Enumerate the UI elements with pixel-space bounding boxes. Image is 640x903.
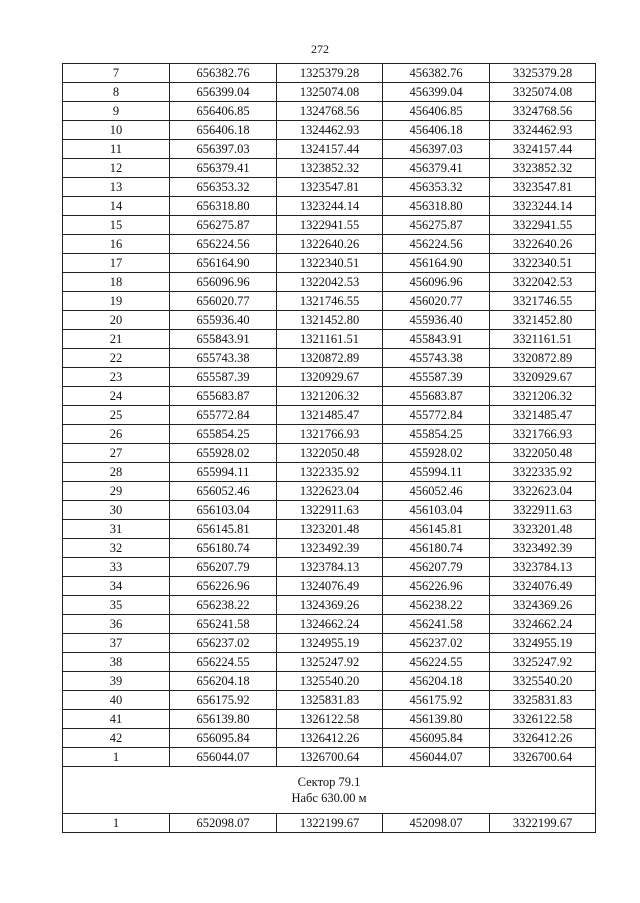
y2-coord-cell: 3322640.26 [490, 235, 596, 254]
y-coord-cell: 1324157.44 [277, 140, 383, 159]
x-coord-cell: 656096.96 [170, 273, 277, 292]
point-number-cell: 28 [63, 463, 170, 482]
y-coord-cell: 1322941.55 [277, 216, 383, 235]
y2-coord-cell: 3325247.92 [490, 653, 596, 672]
table-row [63, 387, 596, 406]
x-coord-cell: 656204.18 [170, 672, 277, 691]
y2-coord-cell: 3324462.93 [490, 121, 596, 140]
point-number-cell: 1 [63, 748, 170, 767]
section-header-row [63, 767, 596, 814]
y-coord-cell: 1321746.55 [277, 292, 383, 311]
x2-coord-cell: 455928.02 [383, 444, 490, 463]
x-coord-cell: 656224.55 [170, 653, 277, 672]
table-row [63, 235, 596, 254]
x-coord-cell: 656139.80 [170, 710, 277, 729]
y-coord-cell: 1323547.81 [277, 178, 383, 197]
x-coord-cell: 656382.76 [170, 64, 277, 83]
y2-coord-cell: 3326122.58 [490, 710, 596, 729]
y-coord-cell: 1324955.19 [277, 634, 383, 653]
x-coord-cell: 656103.04 [170, 501, 277, 520]
table-row [63, 406, 596, 425]
page-number: 272 [311, 42, 329, 56]
x2-coord-cell: 456318.80 [383, 197, 490, 216]
y2-coord-cell: 3323492.39 [490, 539, 596, 558]
y-coord-cell: 1322640.26 [277, 235, 383, 254]
coordinates-table-body [63, 64, 596, 833]
y2-coord-cell: 3322911.63 [490, 501, 596, 520]
x-coord-cell: 656238.22 [170, 596, 277, 615]
x-coord-cell: 655743.38 [170, 349, 277, 368]
x-coord-cell: 656237.02 [170, 634, 277, 653]
y2-coord-cell: 3325379.28 [490, 64, 596, 83]
point-number-cell: 39 [63, 672, 170, 691]
point-number-cell: 30 [63, 501, 170, 520]
y-coord-cell: 1322623.04 [277, 482, 383, 501]
point-number-cell: 7 [63, 64, 170, 83]
y-coord-cell: 1321452.80 [277, 311, 383, 330]
x2-coord-cell: 456382.76 [383, 64, 490, 83]
y2-coord-cell: 3322199.67 [490, 814, 596, 833]
point-number-cell: 34 [63, 577, 170, 596]
y2-coord-cell: 3320929.67 [490, 368, 596, 387]
section-title: Сектор 79.1 [297, 775, 361, 789]
x-coord-cell: 656379.41 [170, 159, 277, 178]
x-coord-cell: 655772.84 [170, 406, 277, 425]
point-number-cell: 26 [63, 425, 170, 444]
y2-coord-cell: 3325074.08 [490, 83, 596, 102]
x2-coord-cell: 456204.18 [383, 672, 490, 691]
x2-coord-cell: 456052.46 [383, 482, 490, 501]
x-coord-cell: 655936.40 [170, 311, 277, 330]
y2-coord-cell: 3322042.53 [490, 273, 596, 292]
y2-coord-cell: 3323201.48 [490, 520, 596, 539]
table-row [63, 311, 596, 330]
x-coord-cell: 656241.58 [170, 615, 277, 634]
y-coord-cell: 1322199.67 [277, 814, 383, 833]
x2-coord-cell: 456164.90 [383, 254, 490, 273]
x2-coord-cell: 452098.07 [383, 814, 490, 833]
table-row [63, 653, 596, 672]
table-row [63, 83, 596, 102]
table-row [63, 501, 596, 520]
x-coord-cell: 656406.85 [170, 102, 277, 121]
x-coord-cell: 656406.18 [170, 121, 277, 140]
y2-coord-cell: 3320872.89 [490, 349, 596, 368]
table-row [63, 691, 596, 710]
x-coord-cell: 656052.46 [170, 482, 277, 501]
x2-coord-cell: 455587.39 [383, 368, 490, 387]
y2-coord-cell: 3321452.80 [490, 311, 596, 330]
table-row [63, 634, 596, 653]
x2-coord-cell: 456103.04 [383, 501, 490, 520]
y2-coord-cell: 3324662.24 [490, 615, 596, 634]
x2-coord-cell: 456275.87 [383, 216, 490, 235]
table-row [63, 292, 596, 311]
point-number-cell: 19 [63, 292, 170, 311]
point-number-cell: 24 [63, 387, 170, 406]
x-coord-cell: 656224.56 [170, 235, 277, 254]
table-row [63, 425, 596, 444]
table-row [63, 102, 596, 121]
y2-coord-cell: 3322340.51 [490, 254, 596, 273]
x-coord-cell: 656175.92 [170, 691, 277, 710]
y2-coord-cell: 3321485.47 [490, 406, 596, 425]
x2-coord-cell: 456406.18 [383, 121, 490, 140]
table-row [63, 349, 596, 368]
point-number-cell: 13 [63, 178, 170, 197]
table-row [63, 463, 596, 482]
y-coord-cell: 1324076.49 [277, 577, 383, 596]
table-row [63, 197, 596, 216]
point-number-cell: 37 [63, 634, 170, 653]
table-row [63, 558, 596, 577]
y2-coord-cell: 3323547.81 [490, 178, 596, 197]
y-coord-cell: 1324369.26 [277, 596, 383, 615]
x-coord-cell: 656044.07 [170, 748, 277, 767]
y2-coord-cell: 3324076.49 [490, 577, 596, 596]
x2-coord-cell: 456145.81 [383, 520, 490, 539]
y-coord-cell: 1325247.92 [277, 653, 383, 672]
y2-coord-cell: 3326412.26 [490, 729, 596, 748]
point-number-cell: 17 [63, 254, 170, 273]
x-coord-cell: 656226.96 [170, 577, 277, 596]
y2-coord-cell: 3321206.32 [490, 387, 596, 406]
table-row [63, 748, 596, 767]
table-row [63, 729, 596, 748]
y-coord-cell: 1324768.56 [277, 102, 383, 121]
x2-coord-cell: 456095.84 [383, 729, 490, 748]
x-coord-cell: 656180.74 [170, 539, 277, 558]
table-row [63, 254, 596, 273]
section-subtitle: Набс 630.00 м [291, 791, 367, 805]
point-number-cell: 16 [63, 235, 170, 254]
x-coord-cell: 655587.39 [170, 368, 277, 387]
x-coord-cell: 656145.81 [170, 520, 277, 539]
y-coord-cell: 1323244.14 [277, 197, 383, 216]
point-number-cell: 8 [63, 83, 170, 102]
x2-coord-cell: 455843.91 [383, 330, 490, 349]
y2-coord-cell: 3325540.20 [490, 672, 596, 691]
y2-coord-cell: 3321161.51 [490, 330, 596, 349]
x2-coord-cell: 456180.74 [383, 539, 490, 558]
point-number-cell: 23 [63, 368, 170, 387]
x-coord-cell: 655928.02 [170, 444, 277, 463]
point-number-cell: 31 [63, 520, 170, 539]
y-coord-cell: 1321485.47 [277, 406, 383, 425]
y-coord-cell: 1325074.08 [277, 83, 383, 102]
x2-coord-cell: 456406.85 [383, 102, 490, 121]
y-coord-cell: 1320872.89 [277, 349, 383, 368]
x2-coord-cell: 456139.80 [383, 710, 490, 729]
table-row [63, 672, 596, 691]
x-coord-cell: 656397.03 [170, 140, 277, 159]
x-coord-cell: 655843.91 [170, 330, 277, 349]
y-coord-cell: 1321766.93 [277, 425, 383, 444]
point-number-cell: 10 [63, 121, 170, 140]
x2-coord-cell: 456399.04 [383, 83, 490, 102]
table-row [63, 520, 596, 539]
x2-coord-cell: 456226.96 [383, 577, 490, 596]
x2-coord-cell: 456224.56 [383, 235, 490, 254]
point-number-cell: 20 [63, 311, 170, 330]
table-row [63, 596, 596, 615]
x2-coord-cell: 456175.92 [383, 691, 490, 710]
point-number-cell: 21 [63, 330, 170, 349]
point-number-cell: 42 [63, 729, 170, 748]
y-coord-cell: 1326412.26 [277, 729, 383, 748]
y-coord-cell: 1323852.32 [277, 159, 383, 178]
section-header-cell [63, 767, 596, 814]
point-number-cell: 11 [63, 140, 170, 159]
x2-coord-cell: 455683.87 [383, 387, 490, 406]
y-coord-cell: 1322050.48 [277, 444, 383, 463]
x2-coord-cell: 456224.55 [383, 653, 490, 672]
y2-coord-cell: 3322941.55 [490, 216, 596, 235]
table-row [63, 368, 596, 387]
table-row [63, 159, 596, 178]
y-coord-cell: 1323784.13 [277, 558, 383, 577]
table-row [63, 577, 596, 596]
point-number-cell: 38 [63, 653, 170, 672]
x2-coord-cell: 455854.25 [383, 425, 490, 444]
x-coord-cell: 656275.87 [170, 216, 277, 235]
table-row [63, 216, 596, 235]
x2-coord-cell: 456353.32 [383, 178, 490, 197]
y2-coord-cell: 3322623.04 [490, 482, 596, 501]
table-row [63, 178, 596, 197]
y-coord-cell: 1322911.63 [277, 501, 383, 520]
x-coord-cell: 656399.04 [170, 83, 277, 102]
y-coord-cell: 1321161.51 [277, 330, 383, 349]
x-coord-cell: 655854.25 [170, 425, 277, 444]
point-number-cell: 18 [63, 273, 170, 292]
y2-coord-cell: 3324157.44 [490, 140, 596, 159]
table-row [63, 444, 596, 463]
x2-coord-cell: 456044.07 [383, 748, 490, 767]
table-row [63, 482, 596, 501]
y-coord-cell: 1324662.24 [277, 615, 383, 634]
point-number-cell: 35 [63, 596, 170, 615]
x2-coord-cell: 455772.84 [383, 406, 490, 425]
table-row [63, 64, 596, 83]
x2-coord-cell: 456379.41 [383, 159, 490, 178]
x-coord-cell: 655683.87 [170, 387, 277, 406]
x2-coord-cell: 456020.77 [383, 292, 490, 311]
y-coord-cell: 1325831.83 [277, 691, 383, 710]
y2-coord-cell: 3321746.55 [490, 292, 596, 311]
y2-coord-cell: 3325831.83 [490, 691, 596, 710]
point-number-cell: 1 [63, 814, 170, 833]
table-row [63, 121, 596, 140]
table-row [63, 539, 596, 558]
y-coord-cell: 1321206.32 [277, 387, 383, 406]
x-coord-cell: 652098.07 [170, 814, 277, 833]
x-coord-cell: 656207.79 [170, 558, 277, 577]
y-coord-cell: 1323201.48 [277, 520, 383, 539]
y2-coord-cell: 3323244.14 [490, 197, 596, 216]
x2-coord-cell: 456241.58 [383, 615, 490, 634]
x-coord-cell: 656164.90 [170, 254, 277, 273]
y2-coord-cell: 3323852.32 [490, 159, 596, 178]
y2-coord-cell: 3322050.48 [490, 444, 596, 463]
x2-coord-cell: 456238.22 [383, 596, 490, 615]
y-coord-cell: 1320929.67 [277, 368, 383, 387]
x2-coord-cell: 456207.79 [383, 558, 490, 577]
x-coord-cell: 656095.84 [170, 729, 277, 748]
y-coord-cell: 1322340.51 [277, 254, 383, 273]
table-row [63, 330, 596, 349]
table-row [63, 710, 596, 729]
y-coord-cell: 1326122.58 [277, 710, 383, 729]
point-number-cell: 32 [63, 539, 170, 558]
x-coord-cell: 655994.11 [170, 463, 277, 482]
coordinates-table [62, 63, 596, 833]
y2-coord-cell: 3322335.92 [490, 463, 596, 482]
point-number-cell: 25 [63, 406, 170, 425]
y-coord-cell: 1326700.64 [277, 748, 383, 767]
x2-coord-cell: 455743.38 [383, 349, 490, 368]
table-row [63, 273, 596, 292]
y-coord-cell: 1322335.92 [277, 463, 383, 482]
point-number-cell: 15 [63, 216, 170, 235]
point-number-cell: 29 [63, 482, 170, 501]
point-number-cell: 14 [63, 197, 170, 216]
x-coord-cell: 656020.77 [170, 292, 277, 311]
table-row [63, 814, 596, 833]
y-coord-cell: 1322042.53 [277, 273, 383, 292]
y-coord-cell: 1325379.28 [277, 64, 383, 83]
y2-coord-cell: 3326700.64 [490, 748, 596, 767]
y2-coord-cell: 3321766.93 [490, 425, 596, 444]
point-number-cell: 27 [63, 444, 170, 463]
table-row [63, 140, 596, 159]
point-number-cell: 41 [63, 710, 170, 729]
table-row [63, 615, 596, 634]
point-number-cell: 9 [63, 102, 170, 121]
point-number-cell: 12 [63, 159, 170, 178]
y2-coord-cell: 3324369.26 [490, 596, 596, 615]
y2-coord-cell: 3324768.56 [490, 102, 596, 121]
x2-coord-cell: 456237.02 [383, 634, 490, 653]
x-coord-cell: 656318.80 [170, 197, 277, 216]
x-coord-cell: 656353.32 [170, 178, 277, 197]
y-coord-cell: 1325540.20 [277, 672, 383, 691]
x2-coord-cell: 455936.40 [383, 311, 490, 330]
point-number-cell: 36 [63, 615, 170, 634]
x2-coord-cell: 456096.96 [383, 273, 490, 292]
y2-coord-cell: 3323784.13 [490, 558, 596, 577]
point-number-cell: 40 [63, 691, 170, 710]
y2-coord-cell: 3324955.19 [490, 634, 596, 653]
point-number-cell: 22 [63, 349, 170, 368]
y-coord-cell: 1323492.39 [277, 539, 383, 558]
y-coord-cell: 1324462.93 [277, 121, 383, 140]
point-number-cell: 33 [63, 558, 170, 577]
x2-coord-cell: 455994.11 [383, 463, 490, 482]
x2-coord-cell: 456397.03 [383, 140, 490, 159]
